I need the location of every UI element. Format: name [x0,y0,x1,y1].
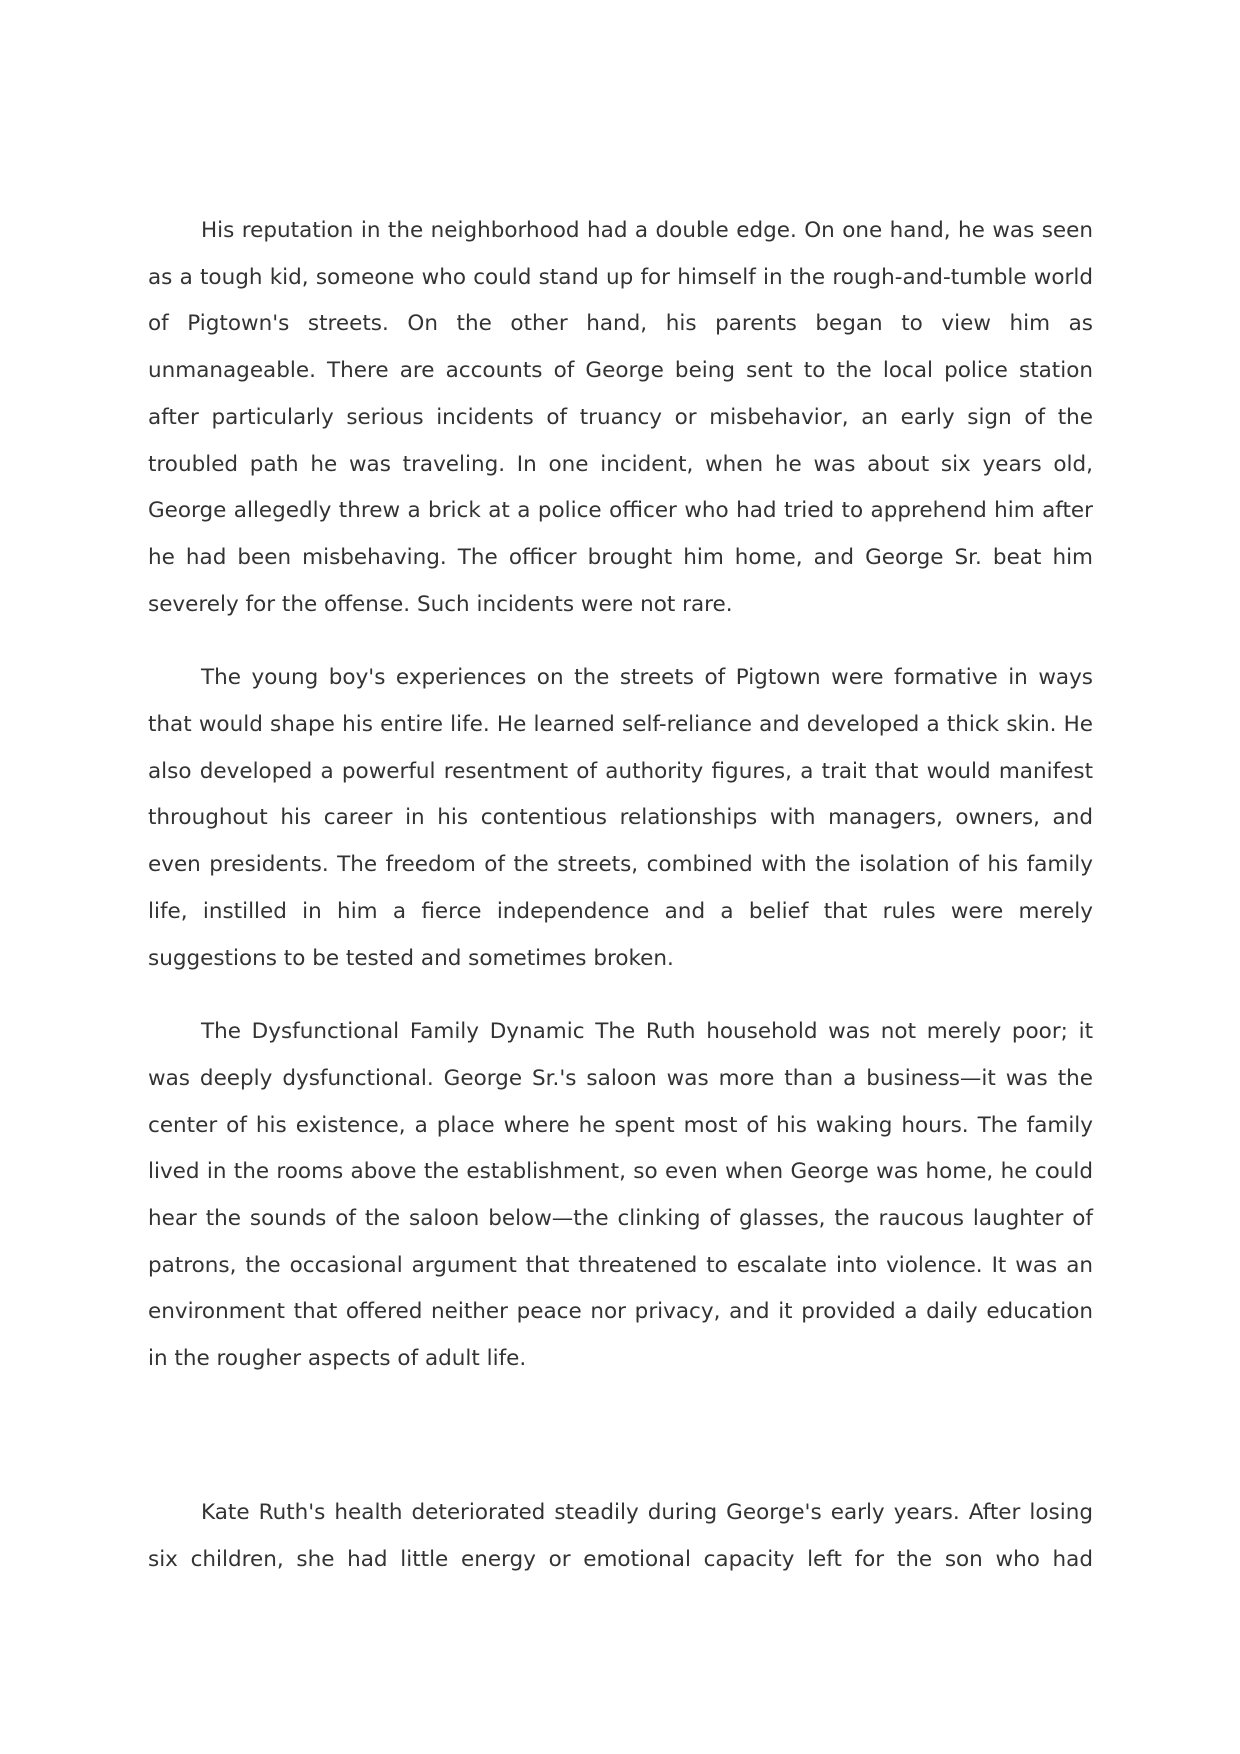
body-text [148,208,1093,1583]
paragraph: The young boy's experiences on the streets of Pigtown were formative in ways that would shape his entire life. He learned self-reliance and developed a thick skin. He also developed a powerful resentment of authority figures, a trait that would manifest throughout his career in his contentious relationships with managers, owners, and even presidents. The freedom of the streets, combined with the isolation of his family life, instilled in him a fierce independence and a belief that rules were merely suggestions to be tested and sometimes broken. [148,665,1093,971]
paragraph: His reputation in the neighborhood had a double edge. On one hand, he was seen as a tough kid, someone who could stand up for himself in the rough-and-tumble world of Pigtown's streets. On the other hand, his parents began to view him as unmanageable. There are accounts of George being sent to the local police station after particularly serious incidents of truancy or misbehavior, an early sign of the troubled path he was traveling. In one incident, when he was about six years old, George allegedly threw a brick at a police officer who had tried to apprehend him after he had been misbehaving. The officer brought him home, and George Sr. beat him severely for the offense. Such incidents were not rare. [148,218,1093,617]
paragraph: The Dysfunctional Family Dynamic The Ruth household was not merely poor; it was deeply dysfunctional. George Sr.'s saloon was more than a business—it was the center of his existence, a place where he spent most of his waking hours. The family lived in the rooms above the establishment, so even when George was home, he could hear the sounds of the saloon below—the clinking of glasses, the raucous laughter of patrons, the occasional argument that threatened to escalate into violence. It was an environment that offered neither peace nor privacy, and it provided a daily education in the rougher aspects of adult life. [148,1019,1093,1372]
paragraph: Kate Ruth's health deteriorated steadily during George's early years. After losing six children, she had little energy or emotional capacity left for the son who had [148,1499,1093,1572]
